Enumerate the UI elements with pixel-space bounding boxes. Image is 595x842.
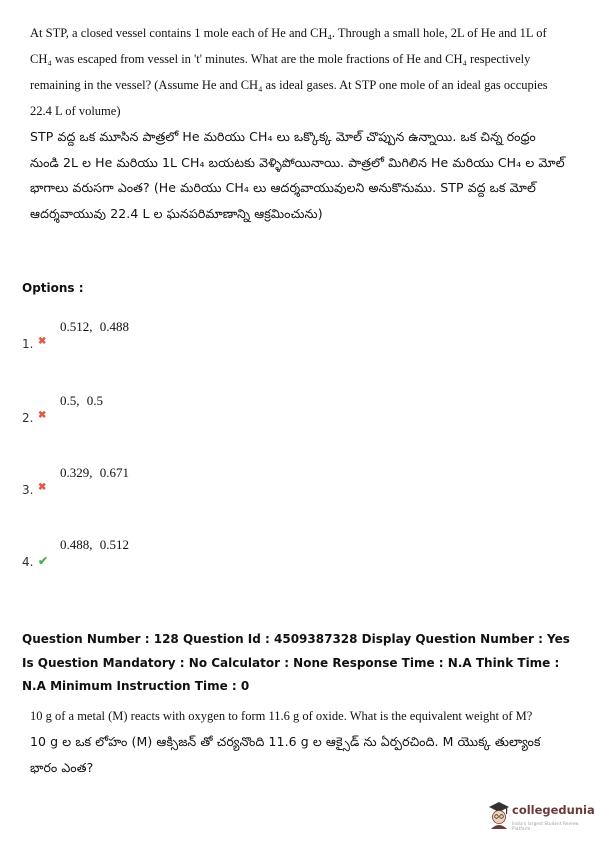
option-value: 0.488, 0.512 [60,537,129,552]
option-2 [22,393,322,433]
cross-icon: ✖ [38,410,47,421]
option-3 [22,465,322,505]
option-value: 0.329, 0.671 [60,465,129,480]
options-heading: Options : [22,281,84,295]
question-english: At STP, a closed vessel contains 1 mole each of He and CH₄. Through a small hole, 2L of He and 1L of CH₄ was escaped from vessel in 't' minutes. What are the mole fractions of He and CH₄ respectively remaining in the vessel? (Assume He and CH₄ as ideal gases. At STP one mole of an ideal gas occupies 22.4 L of volume) [30,26,548,118]
question-meta: Question Number : 128 Question Id : 4509387328 Display Question Number : Yes Is Question Mandatory : No Calculator : None Response Time : N.A Think Time : N.A Minimum Instruction Time : 0 [22,632,570,693]
cross-icon: ✖ [38,336,47,347]
graduate-avatar-icon [488,801,510,829]
question-128-text [30,703,565,780]
option-4 [22,537,322,577]
option-1 [22,319,322,359]
option-value: 0.512, 0.488 [60,319,129,334]
option-number: 1. [22,337,34,351]
check-icon: ✔ [38,554,49,568]
question-telugu: 10 g ల ఒక లోహం (M) ఆక్సిజన్ తో చర్యనొంది 11.6 g ల ఆక్సైడ్ ను ఏర్పరచింది. M యొక్క తుల్యాంక భారం ఎంత? [30,734,541,775]
cross-icon: ✖ [38,482,47,493]
option-number: 3. [22,483,34,497]
option-value: 0.5, 0.5 [60,393,103,408]
logo-brand: collegedunia [512,803,595,817]
logo-tagline: India's largest Student Review Platform [512,821,579,831]
question-english: 10 g of a metal (M) reacts with oxygen to form 11.6 g of oxide. What is the equivalent weight of M? [30,709,533,723]
question-127-text [30,20,565,226]
collegedunia-logo [488,801,595,835]
option-number: 2. [22,411,34,425]
option-number: 4. [22,555,34,569]
question-telugu: STP వద్ద ఒక మూసిన పాత్రలో He మరియు CH₄ లు ఒక్కొక్క మోల్ చొప్పున ఉన్నాయి. ఒక చిన్న రంధ్రం నుండి 2L ల He మరియు 1L CH₄ బయటకు వెళ్ళిపోయినాయి. పాత్రలో మిగిలిన He మరియు CH₄ ల మోల్ భాగాలు వరుసగా ఎంత? (He మరియు CH₄ లు ఆదర్శవాయువులని అనుకొనుము. STP వద్ద ఒక మోల్ ఆదర్శవాయువు 22.4 L ల ఘనపరిమాణాన్ని ఆక్రమించును) [30,129,565,221]
